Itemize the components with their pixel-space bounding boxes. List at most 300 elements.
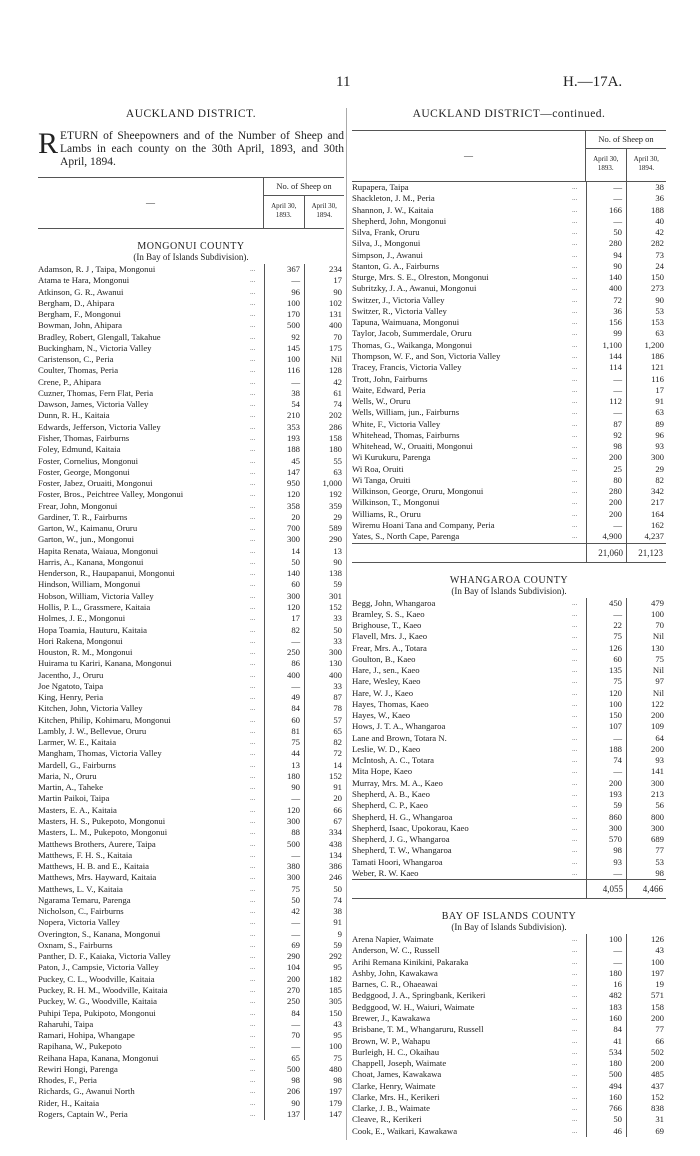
owner-name: Williams, R., Oruru bbox=[352, 508, 421, 519]
owner-name: Flavell, Mrs. J., Kaeo bbox=[352, 631, 428, 642]
owner-name: Matthews, L. V., Kaitaia bbox=[38, 883, 123, 894]
sheep-1894: 200 bbox=[626, 1013, 666, 1024]
leader-dots: ... bbox=[572, 261, 578, 270]
sheep-1893: 90 bbox=[586, 261, 626, 272]
sheep-1894: 197 bbox=[626, 968, 666, 979]
sheep-1894: 20 bbox=[304, 793, 344, 804]
table-row bbox=[352, 857, 666, 868]
table-row bbox=[38, 692, 344, 703]
sheep-1893: 93 bbox=[586, 857, 626, 868]
sheep-1894: 29 bbox=[626, 464, 666, 475]
leader-dots: ... bbox=[250, 1087, 256, 1096]
table-row bbox=[352, 452, 666, 463]
table-row bbox=[38, 658, 344, 669]
sheep-1894: 63 bbox=[626, 407, 666, 418]
sheep-1894: 141 bbox=[626, 766, 666, 777]
leader-dots: ... bbox=[572, 442, 578, 451]
county-rows bbox=[352, 934, 666, 1137]
sheep-1894: 9 bbox=[304, 929, 344, 940]
leader-dots: ... bbox=[250, 512, 256, 521]
table-row bbox=[38, 1053, 344, 1064]
table-row bbox=[38, 298, 344, 309]
table-row bbox=[38, 906, 344, 917]
sheep-1894: 73 bbox=[626, 250, 666, 261]
sheep-1893: 494 bbox=[586, 1081, 626, 1092]
owner-name: Goulton, B., Kaeo bbox=[352, 653, 416, 664]
table-row bbox=[352, 430, 666, 441]
table-row bbox=[38, 681, 344, 692]
owner-name: Trott, John, Fairburns bbox=[352, 373, 428, 384]
owner-name: Puckey, W. G., Woodville, Kaitaia bbox=[38, 996, 157, 1007]
table-row bbox=[352, 328, 666, 339]
owner-name: Rapihana, W., Pukepoto bbox=[38, 1041, 122, 1052]
sheep-1893: — bbox=[586, 957, 626, 968]
leader-dots: ... bbox=[250, 828, 256, 837]
owner-name: Atama te Hara, Mongonui bbox=[38, 275, 130, 286]
owner-name: Hobson, William, Victoria Valley bbox=[38, 590, 154, 601]
sheep-1893: 92 bbox=[264, 332, 304, 343]
table-row bbox=[352, 509, 666, 520]
table-row bbox=[352, 306, 666, 317]
leader-dots: ... bbox=[250, 693, 256, 702]
sheep-1894: 59 bbox=[304, 940, 344, 951]
table-row bbox=[352, 340, 666, 351]
owner-name: Reihana Hapa, Kanana, Mongonui bbox=[38, 1052, 159, 1063]
table-row bbox=[352, 979, 666, 990]
leader-dots: ... bbox=[250, 862, 256, 871]
owner-name: Garton, W., Kaimanu, Oruru bbox=[38, 523, 138, 534]
owner-name: Bradley, Robert, Glengall, Takahue bbox=[38, 331, 161, 342]
table-row bbox=[38, 636, 344, 647]
leader-dots: ... bbox=[572, 419, 578, 428]
sheep-1893: 87 bbox=[586, 419, 626, 430]
owner-name: Barnes, C. R., Ohaeawai bbox=[352, 979, 438, 990]
owner-name: Waite, Edward, Peria bbox=[352, 384, 426, 395]
sheep-1893: 766 bbox=[586, 1103, 626, 1114]
sheep-1894: 150 bbox=[304, 1008, 344, 1019]
leader-dots: ... bbox=[572, 228, 578, 237]
owner-name: Shepherd, H. G., Whangaroa bbox=[352, 811, 453, 822]
owner-name: Henderson, R., Haupapanui, Mongonui bbox=[38, 568, 175, 579]
sheep-1894: 234 bbox=[304, 264, 344, 275]
table-row bbox=[38, 557, 344, 568]
sheep-1894: 91 bbox=[304, 782, 344, 793]
leader-dots: ... bbox=[250, 918, 256, 927]
leader-dots: ... bbox=[572, 329, 578, 338]
sheep-1893: 300 bbox=[264, 816, 304, 827]
owner-name: Anderson, W. C., Russell bbox=[352, 945, 440, 956]
leader-dots: ... bbox=[572, 957, 578, 966]
table-row bbox=[352, 295, 666, 306]
sheep-1893: 358 bbox=[264, 501, 304, 512]
owner-name: Caristenson, C., Peria bbox=[38, 354, 114, 365]
sheep-1894: 82 bbox=[626, 475, 666, 486]
owner-name: Arihi Remana Kinikini, Pakaraka bbox=[352, 956, 469, 967]
sheep-1894: 1,200 bbox=[626, 340, 666, 351]
sheep-1894: 301 bbox=[304, 591, 344, 602]
table-row bbox=[352, 676, 666, 687]
sheep-1893: 193 bbox=[586, 789, 626, 800]
sheep-1894: 69 bbox=[626, 1126, 666, 1137]
sheep-1893: 59 bbox=[586, 800, 626, 811]
sheep-1894: 185 bbox=[304, 985, 344, 996]
table-row bbox=[352, 374, 666, 385]
owner-name: Dawson, James, Victoria Valley bbox=[38, 399, 149, 410]
sheep-1894: 200 bbox=[626, 710, 666, 721]
leader-dots: ... bbox=[250, 310, 256, 319]
sheep-1893: 140 bbox=[586, 272, 626, 283]
table-row bbox=[38, 264, 344, 275]
sheep-1893: 90 bbox=[264, 782, 304, 793]
leader-dots: ... bbox=[572, 654, 578, 663]
sheep-1893: — bbox=[264, 850, 304, 861]
table-row bbox=[38, 715, 344, 726]
sheep-1894: 152 bbox=[304, 602, 344, 613]
mongonui-continued-rows bbox=[352, 182, 666, 543]
sheep-1894: 131 bbox=[304, 309, 344, 320]
table-row bbox=[352, 778, 666, 789]
owner-name: Frear, Mrs. A., Totara bbox=[352, 642, 427, 653]
sheep-1894: 50 bbox=[304, 884, 344, 895]
sheep-1894: 77 bbox=[626, 845, 666, 856]
sheep-1894: 78 bbox=[304, 703, 344, 714]
leader-dots: ... bbox=[250, 895, 256, 904]
owner-name: Rogers, Captain W., Peria bbox=[38, 1108, 128, 1119]
owner-name: Wells, W., Oruru bbox=[352, 396, 411, 407]
sheep-1893: — bbox=[586, 945, 626, 956]
sheep-1893: 54 bbox=[264, 399, 304, 410]
sheep-1893: 84 bbox=[264, 703, 304, 714]
owner-name: Choat, James, Kawakawa bbox=[352, 1069, 442, 1080]
owner-name: Clarke, Mrs. H., Kerikeri bbox=[352, 1091, 440, 1102]
county-section bbox=[38, 241, 344, 1120]
sheep-1893: 156 bbox=[586, 317, 626, 328]
table-row bbox=[38, 917, 344, 928]
sheep-1894: 217 bbox=[626, 497, 666, 508]
owner-name: Simpson, J., Awanui bbox=[352, 249, 423, 260]
table-row bbox=[38, 456, 344, 467]
right-column bbox=[352, 108, 666, 1138]
sheep-1894: 152 bbox=[626, 1092, 666, 1103]
owner-name: Silva, J., Mongonui bbox=[352, 238, 421, 249]
table-row bbox=[352, 968, 666, 979]
leader-dots: ... bbox=[250, 997, 256, 1006]
table-header-1894: April 30, 1894. bbox=[633, 155, 659, 172]
leader-dots: ... bbox=[250, 433, 256, 442]
sheep-1893: — bbox=[586, 609, 626, 620]
sheep-1893: 300 bbox=[264, 534, 304, 545]
table-row bbox=[38, 444, 344, 455]
sheep-1893: 14 bbox=[264, 546, 304, 557]
owner-name: Buckingham, N., Victoria Valley bbox=[38, 342, 152, 353]
sheep-1893: 100 bbox=[586, 934, 626, 945]
sheep-1894: 90 bbox=[626, 295, 666, 306]
sheep-1893: 16 bbox=[586, 979, 626, 990]
sheep-1893: 60 bbox=[264, 579, 304, 590]
table-row bbox=[38, 568, 344, 579]
left-column-title: AUCKLAND DISTRICT. bbox=[125, 108, 257, 120]
leader-dots: ... bbox=[250, 817, 256, 826]
leader-dots: ... bbox=[250, 614, 256, 623]
leader-dots: ... bbox=[572, 487, 578, 496]
sheep-1893: 90 bbox=[264, 1098, 304, 1109]
sheep-1893: 70 bbox=[264, 1030, 304, 1041]
leader-dots: ... bbox=[572, 374, 578, 383]
leader-dots: ... bbox=[572, 216, 578, 225]
owner-name: Murray, Mrs. M. A., Kaeo bbox=[352, 777, 443, 788]
owner-name: Nicholson, C., Fairburns bbox=[38, 906, 124, 917]
sheep-1894: 188 bbox=[626, 205, 666, 216]
leader-dots: ... bbox=[250, 276, 256, 285]
sheep-1893: 84 bbox=[264, 1008, 304, 1019]
leader-dots: ... bbox=[572, 1104, 578, 1113]
sheep-1894: 75 bbox=[626, 654, 666, 665]
sheep-1894: 31 bbox=[626, 1114, 666, 1125]
sheep-1893: 188 bbox=[264, 444, 304, 455]
sheep-1894: 152 bbox=[304, 771, 344, 782]
sheep-1894: 128 bbox=[304, 365, 344, 376]
leader-dots: ... bbox=[250, 524, 256, 533]
leader-dots: ... bbox=[572, 520, 578, 529]
leader-dots: ... bbox=[572, 205, 578, 214]
sheep-1893: 114 bbox=[586, 362, 626, 373]
owner-name: Puckey, C. L., Woodville, Kaitaia bbox=[38, 973, 155, 984]
sheep-1894: 74 bbox=[304, 399, 344, 410]
total-label-blank bbox=[352, 880, 586, 898]
sheep-1893: — bbox=[586, 385, 626, 396]
sheep-1893: — bbox=[586, 766, 626, 777]
sheep-1893: 80 bbox=[586, 475, 626, 486]
leader-dots: ... bbox=[572, 711, 578, 720]
sheep-1893: 22 bbox=[586, 620, 626, 631]
table-row bbox=[352, 665, 666, 676]
leader-dots: ... bbox=[572, 868, 578, 877]
owner-name: Hows, J. T. A., Whangaroa bbox=[352, 721, 446, 732]
leader-dots: ... bbox=[572, 778, 578, 787]
owner-name: Sturge, Mrs. S. E., Olreston, Mongonui bbox=[352, 272, 489, 283]
sheep-1893: 60 bbox=[586, 654, 626, 665]
owner-name: Whitehead, W., Oruaiti, Mongonui bbox=[352, 441, 473, 452]
county-name: WHANGAROA COUNTY bbox=[449, 574, 569, 586]
leader-dots: ... bbox=[250, 1031, 256, 1040]
sheep-1893: 13 bbox=[264, 760, 304, 771]
sheep-1893: — bbox=[264, 1041, 304, 1052]
sheep-1894: 55 bbox=[304, 456, 344, 467]
leader-dots: ... bbox=[250, 546, 256, 555]
sheep-1894: 59 bbox=[304, 579, 344, 590]
intro-text: ETURN of Sheepowners and of the Number of Sheep and Lambs in each county on the 30th April, 1893, and 30th April, 1894. bbox=[60, 130, 344, 168]
leader-dots: ... bbox=[572, 1047, 578, 1056]
leader-dots: ... bbox=[572, 430, 578, 439]
sheep-1893: 100 bbox=[264, 298, 304, 309]
sheep-1893: 81 bbox=[264, 726, 304, 737]
sheep-1893: 380 bbox=[264, 861, 304, 872]
sheep-1894: 300 bbox=[626, 452, 666, 463]
leader-dots: ... bbox=[250, 1098, 256, 1107]
leader-dots: ... bbox=[572, 1059, 578, 1068]
table-row bbox=[352, 631, 666, 642]
sheep-1894: 90 bbox=[304, 557, 344, 568]
sheep-1893: 69 bbox=[264, 940, 304, 951]
owner-name: Ngarama Temaru, Parenga bbox=[38, 894, 131, 905]
owner-name: Wi Roa, Oruiti bbox=[352, 463, 404, 474]
county-rows bbox=[38, 264, 344, 1120]
owner-name: Hayes, Thomas, Kaeo bbox=[352, 698, 429, 709]
owner-name: Panther, D. F., Kaiaka, Victoria Valley bbox=[38, 951, 171, 962]
owner-name: McIntosh, A. C., Totara bbox=[352, 755, 434, 766]
document-code: H.—17A. bbox=[563, 74, 623, 90]
table-row bbox=[352, 620, 666, 631]
table-row bbox=[352, 812, 666, 823]
table-row bbox=[38, 782, 344, 793]
sheep-1894: 98 bbox=[626, 868, 666, 879]
table-row bbox=[38, 839, 344, 850]
leader-dots: ... bbox=[250, 907, 256, 916]
owner-name: Joe Ngatoto, Taipa bbox=[38, 680, 104, 691]
sheep-1893: 135 bbox=[586, 665, 626, 676]
table-row bbox=[352, 238, 666, 249]
table-header-group: No. of Sheep on bbox=[586, 131, 666, 149]
sheep-1893: — bbox=[264, 377, 304, 388]
leader-dots: ... bbox=[250, 636, 256, 645]
leader-dots: ... bbox=[250, 400, 256, 409]
table-row bbox=[352, 396, 666, 407]
intro-dropcap: R bbox=[38, 127, 59, 160]
sheep-1894: 17 bbox=[304, 275, 344, 286]
owner-name: Bergham, D., Ahipara bbox=[38, 297, 115, 308]
sheep-1894: 571 bbox=[626, 990, 666, 1001]
leader-dots: ... bbox=[572, 453, 578, 462]
leader-dots: ... bbox=[250, 265, 256, 273]
leader-dots: ... bbox=[572, 767, 578, 776]
sheep-1894: 56 bbox=[626, 800, 666, 811]
owner-name: Richards, G., Awanui North bbox=[38, 1086, 135, 1097]
sheep-1894: 14 bbox=[304, 760, 344, 771]
table-header-1893: April 30, 1893. bbox=[586, 149, 627, 181]
sheep-1894: 13 bbox=[304, 546, 344, 557]
leader-dots: ... bbox=[250, 580, 256, 589]
table-row bbox=[352, 654, 666, 665]
owner-name: Hollis, P. L., Grassmere, Kaitaia bbox=[38, 601, 151, 612]
owner-name: Raharuhi, Taipa bbox=[38, 1018, 94, 1029]
sheep-1893: 280 bbox=[586, 238, 626, 249]
table-row bbox=[38, 512, 344, 523]
table-row bbox=[38, 670, 344, 681]
table-row bbox=[352, 1013, 666, 1024]
table-row bbox=[38, 433, 344, 444]
table-row bbox=[352, 1114, 666, 1125]
owner-name: Foster, George, Mongonui bbox=[38, 466, 130, 477]
sheep-1893: 150 bbox=[586, 710, 626, 721]
leader-dots: ... bbox=[250, 569, 256, 578]
leader-dots: ... bbox=[250, 749, 256, 758]
sheep-1894: 800 bbox=[626, 812, 666, 823]
right-sections bbox=[352, 575, 666, 1137]
table-row bbox=[352, 1069, 666, 1080]
owner-name: Cuzner, Thomas, Fern Flat, Peria bbox=[38, 387, 154, 398]
county-section bbox=[352, 911, 666, 1137]
leader-dots: ... bbox=[250, 794, 256, 803]
sheep-1894: 98 bbox=[304, 1075, 344, 1086]
sheep-1893: 500 bbox=[264, 320, 304, 331]
sheep-1893: 534 bbox=[586, 1047, 626, 1058]
sheep-1893: 180 bbox=[264, 771, 304, 782]
owner-name: Switzer, R., Victoria Valley bbox=[352, 305, 447, 316]
table-row bbox=[38, 388, 344, 399]
page-number: 11 bbox=[336, 74, 351, 90]
leader-dots: ... bbox=[250, 1064, 256, 1073]
table-header bbox=[38, 177, 344, 229]
owner-name: Shannon, J. W., Kaitaia bbox=[352, 204, 434, 215]
leader-dots: ... bbox=[250, 659, 256, 668]
sheep-1894: 400 bbox=[304, 320, 344, 331]
sheep-1893: 36 bbox=[586, 306, 626, 317]
sheep-1893: 137 bbox=[264, 1109, 304, 1120]
owner-name: Edwards, Jefferson, Victoria Valley bbox=[38, 421, 161, 432]
table-row bbox=[352, 1047, 666, 1058]
owner-name: Shepherd, A. B., Kaeo bbox=[352, 789, 430, 800]
sheep-1894: 150 bbox=[626, 272, 666, 283]
sheep-1894: 90 bbox=[304, 287, 344, 298]
owner-name: Switzer, J., Victoria Valley bbox=[352, 294, 445, 305]
owner-name: Bramley, S. S., Kaeo bbox=[352, 608, 425, 619]
sheep-1894: Nil bbox=[626, 688, 666, 699]
sheep-1893: — bbox=[264, 793, 304, 804]
leader-dots: ... bbox=[572, 273, 578, 282]
owner-name: Rewiri Hongi, Parenga bbox=[38, 1063, 118, 1074]
sheep-1894: 180 bbox=[304, 444, 344, 455]
leader-dots: ... bbox=[572, 498, 578, 507]
table-row bbox=[38, 1098, 344, 1109]
owner-name: Brisbane, T. M., Whangaruru, Russell bbox=[352, 1024, 484, 1035]
leader-dots: ... bbox=[572, 666, 578, 675]
county-section bbox=[352, 575, 666, 900]
leader-dots: ... bbox=[572, 194, 578, 203]
owner-name: Tracey, Francis, Victoria Valley bbox=[352, 362, 462, 373]
owner-name: Garton, W., jun., Mongonui bbox=[38, 534, 135, 545]
sheep-1894: 70 bbox=[304, 332, 344, 343]
table-row bbox=[38, 1008, 344, 1019]
sheep-1894: 66 bbox=[304, 805, 344, 816]
sheep-1893: 144 bbox=[586, 351, 626, 362]
leader-dots: ... bbox=[572, 722, 578, 731]
table-row bbox=[38, 546, 344, 557]
sheep-1893: 353 bbox=[264, 422, 304, 433]
owner-name: Burleigh, H. C., Okaihau bbox=[352, 1046, 440, 1057]
leader-dots: ... bbox=[572, 385, 578, 394]
sheep-1893: 250 bbox=[264, 996, 304, 1007]
leader-dots: ... bbox=[572, 397, 578, 406]
sheep-1893: 50 bbox=[264, 557, 304, 568]
owner-name: Mangham, Thomas, Victoria Valley bbox=[38, 748, 162, 759]
sheep-1894: 342 bbox=[626, 486, 666, 497]
leader-dots: ... bbox=[250, 1019, 256, 1028]
sheep-1893: 860 bbox=[586, 812, 626, 823]
leader-dots: ... bbox=[572, 306, 578, 315]
sheep-1893: 116 bbox=[264, 365, 304, 376]
owner-name: Bowman, John, Ahipara bbox=[38, 320, 122, 331]
table-row bbox=[352, 800, 666, 811]
sheep-1894: 192 bbox=[304, 489, 344, 500]
table-row bbox=[352, 283, 666, 294]
owner-name: Hapita Renata, Waiaua, Mongonui bbox=[38, 545, 159, 556]
sheep-1894: 33 bbox=[304, 613, 344, 624]
leader-dots: ... bbox=[250, 343, 256, 352]
table-row bbox=[352, 990, 666, 1001]
owner-name: Holmes, J. E., Mongonui bbox=[38, 613, 126, 624]
table-row bbox=[38, 1086, 344, 1097]
leader-dots: ... bbox=[250, 591, 256, 600]
